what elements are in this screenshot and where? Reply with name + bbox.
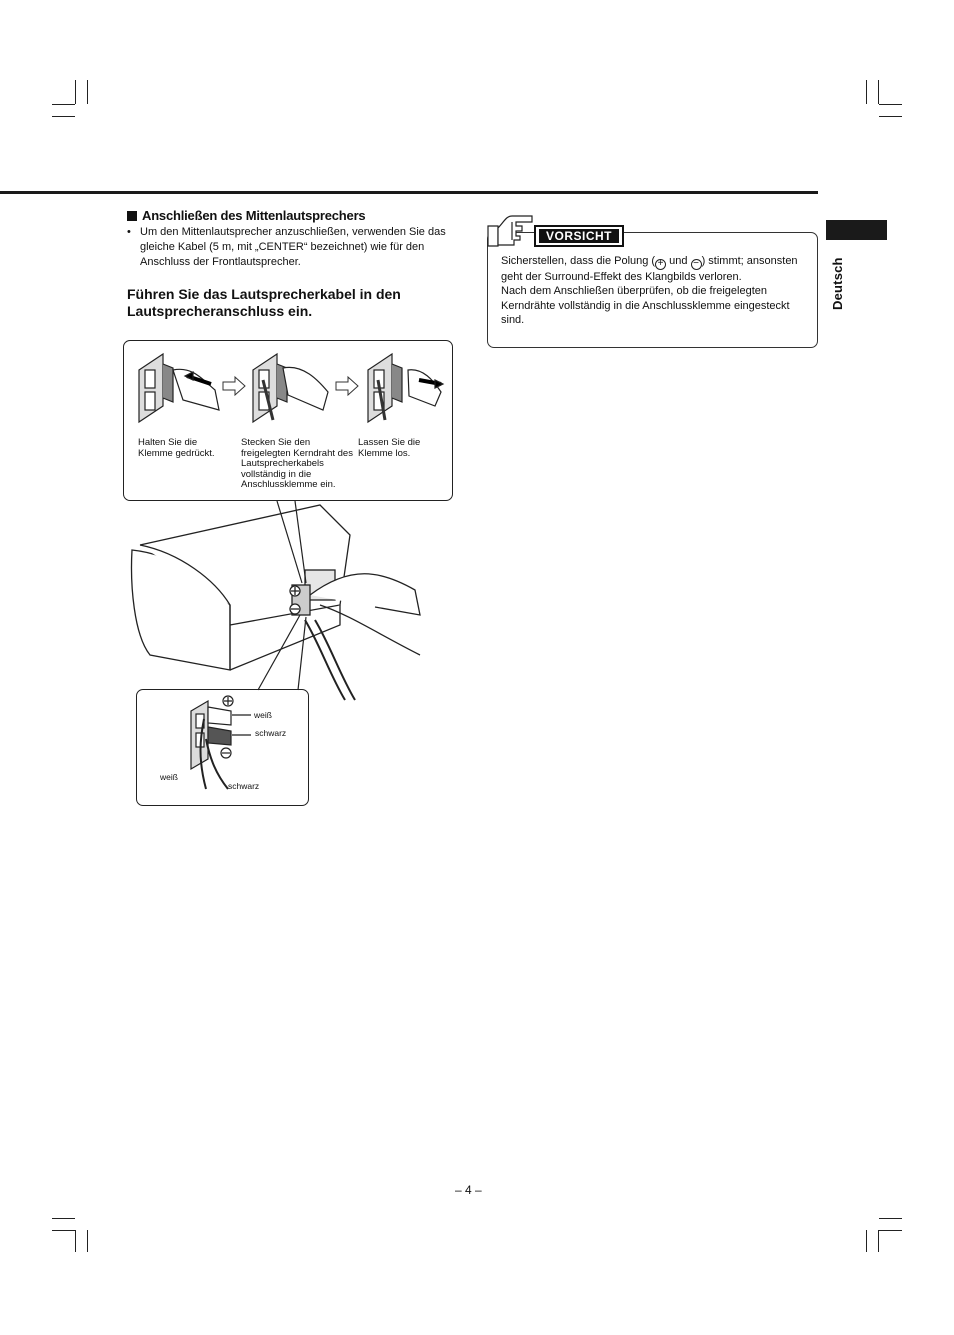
arrow-right-icon-1 (223, 377, 245, 395)
step1-terminal-icon (139, 354, 219, 422)
label-white-top: weiß (254, 710, 272, 720)
language-tab-label: Deutsch (830, 257, 845, 310)
crop-mark-tr-v2 (878, 80, 879, 104)
step2-caption: Stecken Sie den freigelegten Kerndraht des Lautsprecherkabels vollständig in die Anschlussklemme ein. (241, 437, 353, 490)
bullet-text: Um den Mittenlautsprecher anzuschließen, verwenden Sie das gleiche Kabel (5 m, mit „CENTER“ bezeichnet) wie für den Anschluss der Frontlautsprecher. (140, 226, 446, 268)
section-heading-text: Anschließen des Mittenlautsprechers (142, 208, 366, 223)
crop-mark-tl-h2 (52, 116, 75, 117)
plus-polarity-icon: + (655, 259, 666, 270)
caution-text-part3: Nach dem Anschließen überprüfen, ob die freigelegten Kerndrähte vollständig in die Anschlussklemme eingesteckt sind. (501, 285, 790, 327)
square-bullet-icon (127, 211, 137, 221)
step3-caption: Lassen Sie die Klemme los. (358, 437, 421, 459)
caution-text-and: und (669, 255, 688, 267)
label-black-bottom: schwarz (228, 781, 260, 791)
label-white-bottom: weiß (160, 772, 178, 782)
header-rule (0, 191, 818, 194)
terminal-detail-illustration (136, 689, 309, 806)
label-black-top: schwarz (255, 728, 287, 738)
crop-mark-tl-v (75, 80, 76, 104)
crop-mark-tr-h2 (879, 116, 902, 117)
caution-text-part1: Sicherstellen, dass die Polung ( (501, 255, 656, 267)
bullet-marker: • (127, 226, 131, 238)
crop-mark-br-h2 (879, 1230, 902, 1231)
crop-mark-tr-h (879, 104, 902, 105)
pointing-hand-icon (486, 212, 534, 248)
step3-terminal-icon (368, 354, 443, 422)
language-tab-bar (826, 220, 887, 240)
section-heading (127, 208, 365, 223)
step1-caption: Halten Sie die Klemme gedrückt. (138, 437, 215, 459)
crop-mark-tl-h (52, 104, 75, 105)
caution-badge (534, 225, 624, 247)
step2-terminal-icon (253, 354, 328, 422)
crop-mark-tl-v2 (87, 80, 88, 104)
minus-polarity-icon: − (691, 259, 702, 270)
crop-mark-br-v (866, 1230, 867, 1252)
center-speaker-illustration (120, 495, 440, 705)
caution-text-part2: ) stimmt; ansonsten geht der Surround-Effekt des Klangbilds verloren. (501, 255, 798, 283)
steps-illustration (123, 340, 453, 440)
arrow-right-icon-2 (336, 377, 358, 395)
instruction-heading: Führen Sie das Lautsprecherkabel in den Lautsprecheranschluss ein. (127, 286, 401, 319)
caution-text (501, 254, 811, 328)
crop-mark-bl-h2 (52, 1230, 75, 1231)
crop-mark-tr-v (866, 80, 867, 104)
crop-mark-br-h (879, 1218, 902, 1219)
caution-badge-text: VORSICHT (539, 229, 619, 243)
crop-mark-bl-h (52, 1218, 75, 1219)
crop-mark-bl-v (75, 1230, 76, 1252)
page-number: – 4 – (455, 1183, 482, 1197)
crop-mark-bl-v2 (87, 1230, 88, 1252)
crop-mark-br-v2 (878, 1230, 879, 1252)
